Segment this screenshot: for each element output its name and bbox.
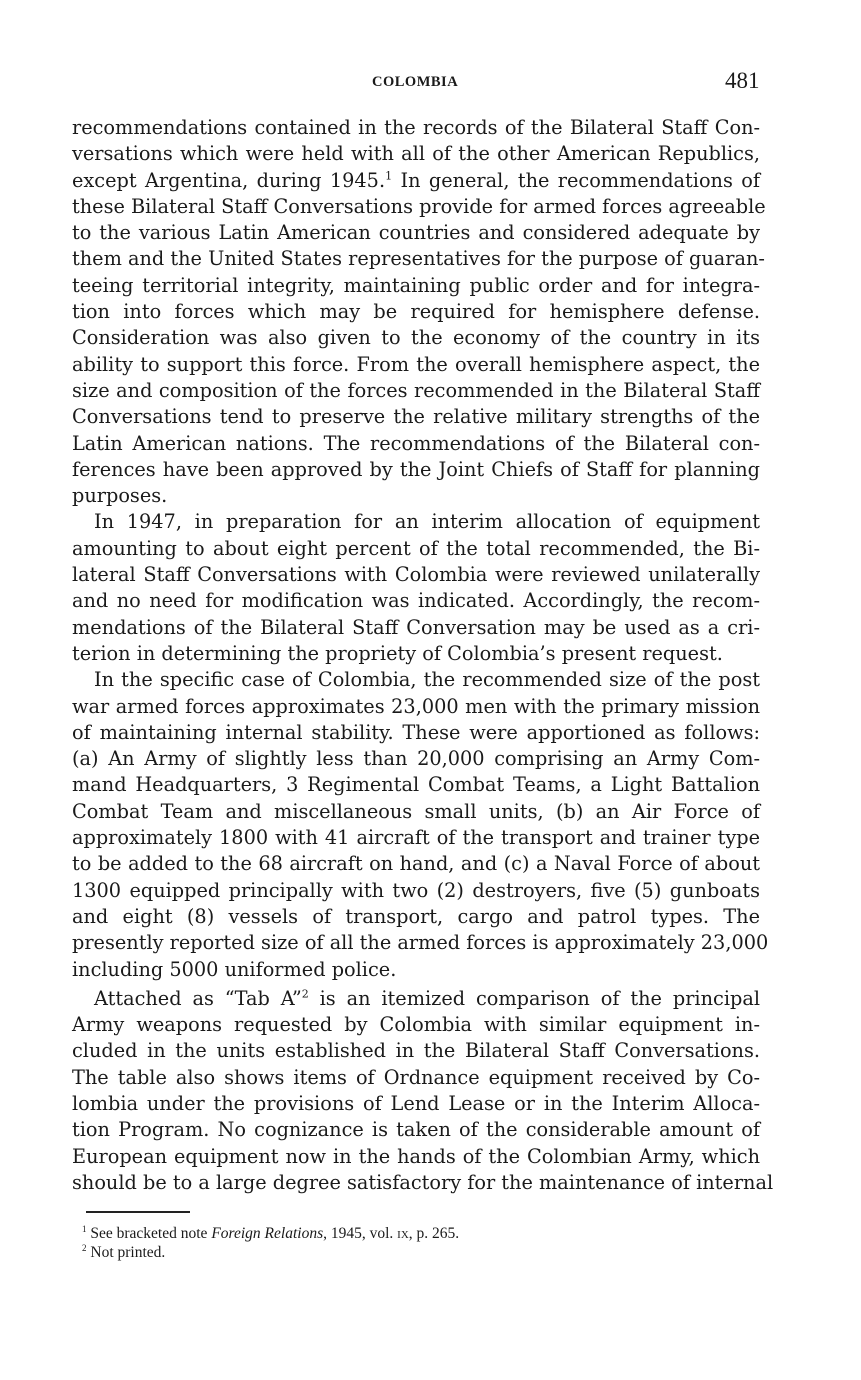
text-line: approximately 1800 with 41 aircraft of the transport and trainer type	[72, 826, 760, 850]
running-head	[0, 68, 861, 96]
paragraph-3	[72, 667, 769, 983]
text-segment: except Argentina, during 1945.	[72, 168, 386, 192]
text-line: In 1947, in preparation for an interim allocation of equipment	[94, 510, 760, 534]
text-line: Army weapons requested by Colombia with similar equipment in-	[72, 1013, 760, 1037]
text-line: tion Program. No cognizance is taken of the considerable amount of	[72, 1118, 760, 1142]
footnote-ref: 2	[301, 987, 309, 1001]
text-line: In the specific case of Colombia, the recommended size of the post	[94, 668, 760, 692]
text-line: European equipment now in the hands of the Colombian Army, which	[72, 1144, 760, 1168]
text-line: cluded in the units established in the Bilateral Staff Conversations.	[72, 1039, 760, 1063]
text-line: tion into forces which may be required for hemisphere defense.	[72, 300, 760, 324]
text-line: should be to a large degree satisfactory for the maintenance of internal	[72, 1170, 774, 1194]
text-line: Conversations tend to preserve the relative military strengths of the	[72, 405, 760, 429]
text-line	[72, 168, 760, 194]
footnote-text: , p. 265.	[408, 1225, 460, 1242]
text-line: versations which were held with all of the other American Republics,	[72, 142, 760, 166]
footnote-text: See bracketed note	[86, 1225, 212, 1242]
text-line	[72, 986, 760, 1012]
text-segment: Attached as “Tab A”	[94, 986, 302, 1010]
text-line: ferences have been approved by the Joint Chiefs of Staff for planning	[72, 457, 760, 481]
text-line: war armed forces approximates 23,000 men with the primary mission	[72, 694, 760, 718]
page-number: 481	[725, 68, 760, 93]
text-line: lombia under the provisions of Lend Lease or in the Interim Alloca-	[72, 1091, 760, 1115]
text-line: teeing territorial integrity, maintaining public order and for integra-	[72, 273, 760, 297]
footnote-volume: ix	[397, 1225, 409, 1242]
text-line: purposes.	[72, 484, 168, 508]
text-line: recommendations contained in the records of the Bilateral Staff Con-	[72, 116, 760, 139]
footnote-text: Not printed.	[86, 1244, 166, 1261]
paragraph-1	[72, 115, 766, 509]
paragraph-4	[72, 986, 774, 1196]
footnotes	[82, 1224, 762, 1262]
text-line: presently reported size of all the armed forces is approximately 23,000	[72, 931, 769, 955]
text-line: Consideration was also given to the economy of the country in its	[72, 326, 760, 350]
text-line: size and composition of the forces recommended in the Bilateral Staff	[72, 378, 760, 402]
footnote-2	[82, 1243, 762, 1262]
footnote-text: , 1945, vol.	[323, 1225, 398, 1242]
page-title: COLOMBIA	[372, 74, 459, 90]
footnote-citation-title: Foreign Relations	[211, 1225, 324, 1242]
text-line: amounting to about eight percent of the total recommended, the Bi-	[72, 536, 760, 560]
text-line: of maintaining internal stability. These were apportioned as follows:	[72, 720, 760, 744]
text-line: and no need for modification was indicated. Accordingly, the recom-	[72, 589, 760, 613]
text-line: lateral Staff Conversations with Colombia were reviewed unilaterally	[72, 563, 760, 587]
text-line: (a) An Army of slightly less than 20,000 comprising an Army Com-	[72, 747, 760, 771]
text-line: to the various Latin American countries and considered adequate by	[72, 221, 760, 245]
text-line: 1300 equipped principally with two (2) destroyers, five (5) gunboats	[72, 878, 760, 902]
text-segment: In general, the recommendations of	[392, 168, 760, 192]
footnote-1	[82, 1224, 762, 1243]
text-segment: is an itemized comparison of the principal	[308, 986, 760, 1010]
text-line: ability to support this force. From the overall hemisphere aspect, the	[72, 352, 760, 376]
text-line: The table also shows items of Ordnance equipment received by Co-	[72, 1065, 760, 1089]
text-line: mand Headquarters, 3 Regimental Combat Teams, a Light Battalion	[72, 773, 760, 797]
text-line: including 5000 uniformed police.	[72, 957, 397, 981]
footnote-mark: 1	[82, 1223, 87, 1234]
text-line: Combat Team and miscellaneous small units, (b) an Air Force of	[72, 799, 760, 823]
body-text	[72, 115, 774, 1196]
text-line: Latin American nations. The recommendations of the Bilateral con-	[72, 431, 760, 455]
footnote-mark: 2	[82, 1242, 87, 1253]
text-line: to be added to the 68 aircraft on hand, and (c) a Naval Force of about	[72, 852, 760, 876]
text-line: terion in determining the propriety of Colombia’s present request.	[72, 641, 723, 665]
text-line: and eight (8) vessels of transport, cargo and patrol types. The	[72, 904, 760, 928]
text-line: them and the United States representatives for the purpose of guaran-	[72, 247, 765, 271]
text-line: these Bilateral Staff Conversations provide for armed forces agreeable	[72, 194, 766, 218]
paragraph-2	[72, 509, 760, 667]
footnote-ref: 1	[385, 169, 393, 183]
text-line: mendations of the Bilateral Staff Conversation may be used as a cri-	[72, 615, 760, 639]
footnote-divider	[86, 1211, 190, 1213]
